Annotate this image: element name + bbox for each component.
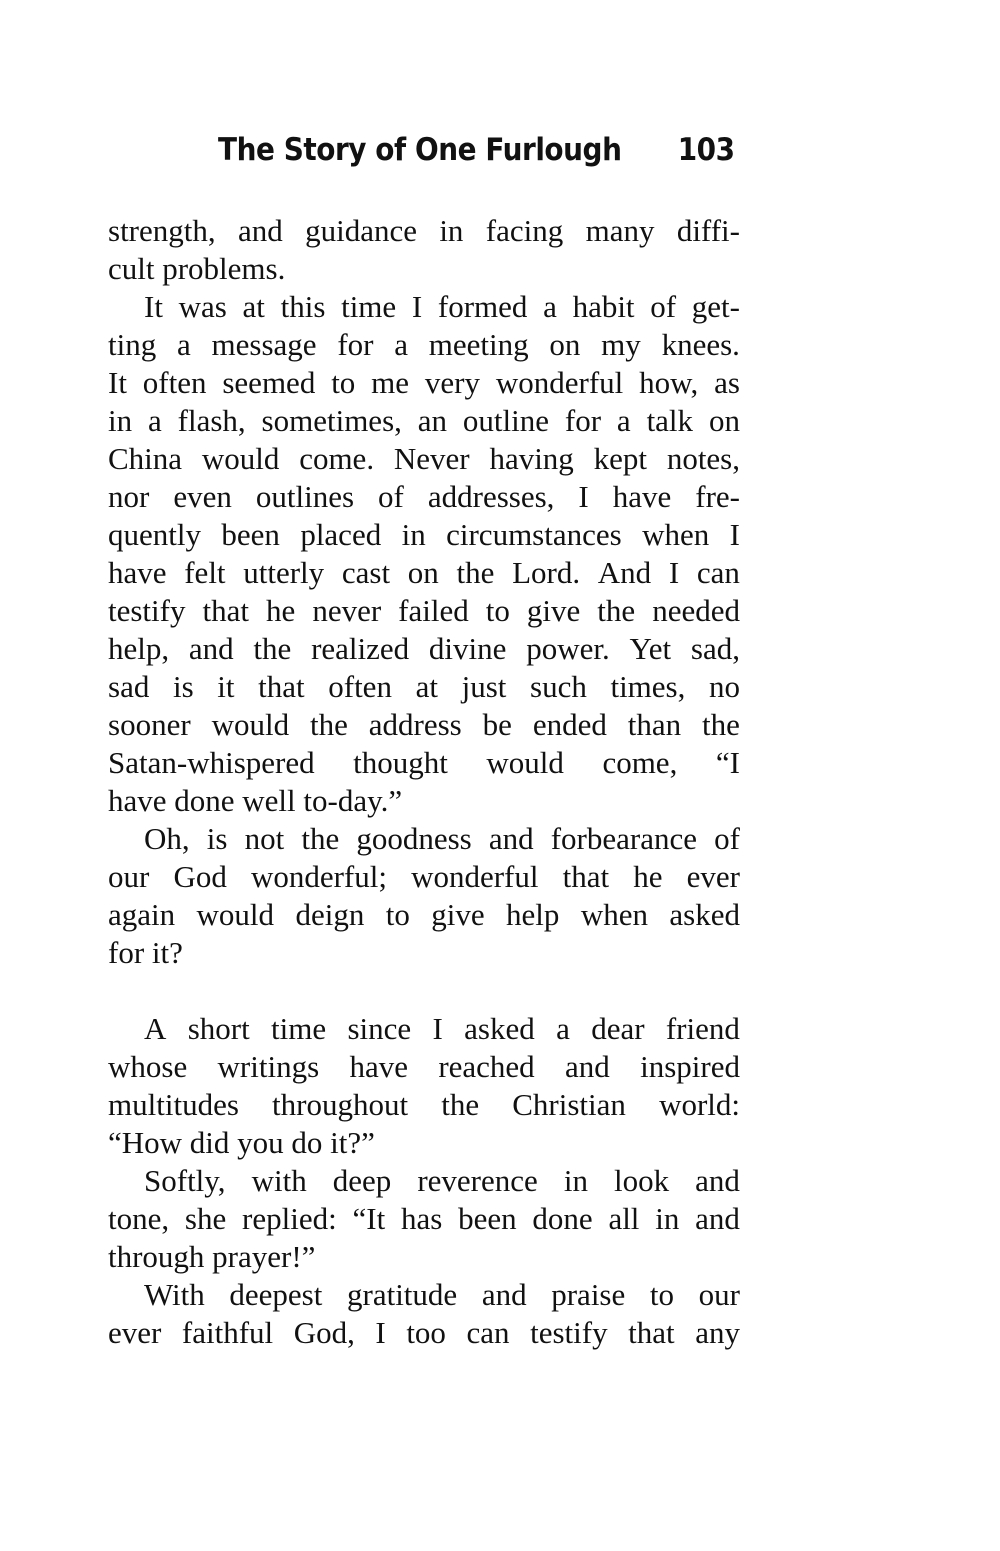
word: notes,: [666, 441, 740, 476]
text-line: have done well to-day.”: [108, 783, 403, 818]
word: been: [221, 517, 280, 552]
word: facing: [485, 213, 564, 248]
word: it: [217, 669, 235, 704]
word: very: [424, 365, 480, 400]
word: Satan-whispered: [108, 745, 315, 780]
word: since: [347, 1011, 412, 1046]
word: help: [506, 897, 560, 932]
word: that: [202, 593, 250, 628]
word: even: [173, 479, 232, 514]
word: be: [482, 707, 512, 742]
word: at: [242, 289, 265, 324]
word: multitudes: [108, 1087, 239, 1122]
word: Never: [393, 441, 470, 476]
word: sad,: [690, 631, 740, 666]
word: is: [172, 669, 194, 704]
word: give: [431, 897, 485, 932]
word: praise: [551, 1277, 626, 1312]
word: this: [280, 289, 326, 324]
word: the: [456, 555, 495, 590]
text-line: [108, 326, 740, 364]
word: replied:: [242, 1201, 337, 1236]
word: the: [702, 707, 740, 742]
word: our: [108, 859, 150, 894]
word: the: [301, 821, 340, 856]
word: ever: [686, 859, 740, 894]
word: a: [616, 403, 631, 438]
word: whose: [108, 1049, 188, 1084]
word: strength,: [108, 213, 216, 248]
word: quently: [108, 517, 201, 552]
word: sometimes,: [261, 403, 402, 438]
text-line: [108, 1314, 740, 1352]
word: as: [714, 365, 740, 400]
word: times,: [610, 669, 686, 704]
word: of: [378, 479, 404, 514]
word: a: [177, 327, 191, 362]
running-title: The Story of One Furlough: [218, 132, 622, 168]
word: my: [601, 327, 641, 362]
word: and: [481, 1277, 527, 1312]
word: felt: [184, 555, 226, 590]
word: a: [556, 1011, 570, 1046]
word: having: [489, 441, 574, 476]
word: message: [211, 327, 317, 362]
word: a: [148, 403, 162, 438]
word: would: [486, 745, 564, 780]
word: I: [729, 517, 740, 552]
word: realized: [311, 631, 410, 666]
word: asked: [464, 1011, 535, 1046]
text-line: cult problems.: [108, 251, 286, 286]
word: that: [628, 1315, 675, 1350]
word: outlines: [255, 479, 355, 514]
text-line: [108, 554, 740, 592]
word: would: [201, 441, 280, 476]
word: have: [108, 555, 167, 590]
word: many: [585, 213, 655, 248]
text-line: for it?: [108, 935, 183, 970]
word: testify: [530, 1315, 608, 1350]
word: is: [206, 821, 228, 856]
word: testify: [108, 593, 186, 628]
text-line: [144, 1010, 740, 1048]
text-line: [108, 1048, 740, 1086]
word: that: [562, 859, 610, 894]
word: come.: [299, 441, 375, 476]
word: writings: [217, 1049, 320, 1084]
word: asked: [669, 897, 740, 932]
word: again: [108, 897, 176, 932]
text-line: [144, 1276, 740, 1314]
word: come,: [602, 745, 678, 780]
word: to: [331, 365, 356, 400]
word: the: [597, 593, 636, 628]
word: fre-: [695, 479, 740, 514]
word: address: [368, 707, 462, 742]
text-line: [144, 288, 740, 326]
word: Softly,: [144, 1163, 226, 1198]
word: for: [564, 403, 602, 438]
word: of: [650, 289, 677, 324]
word: nor: [108, 479, 150, 514]
word: at: [415, 669, 438, 704]
text-line: [108, 478, 740, 516]
page-number: 103: [677, 132, 735, 168]
word: to: [385, 897, 410, 932]
word: I: [668, 555, 680, 590]
word: sooner: [108, 707, 191, 742]
word: time: [271, 1011, 327, 1046]
word: in: [563, 1163, 588, 1198]
text-line: [108, 706, 740, 744]
word: And: [597, 555, 652, 590]
word: on: [407, 555, 439, 590]
word: the: [309, 707, 348, 742]
word: and: [695, 1201, 740, 1236]
word: failed: [398, 593, 469, 628]
word: have: [612, 479, 672, 514]
text-line: [108, 402, 740, 440]
word: It: [108, 365, 127, 400]
word: thought: [353, 745, 448, 780]
word: and: [695, 1163, 740, 1198]
word: cast: [341, 555, 391, 590]
text-line: [108, 896, 740, 934]
word: for: [337, 327, 374, 362]
word: dear: [591, 1011, 645, 1046]
word: deep: [332, 1163, 392, 1198]
word: Yet: [629, 631, 672, 666]
word: look: [614, 1163, 670, 1198]
word: of: [714, 821, 740, 856]
word: wonderful: [411, 859, 539, 894]
word: he: [266, 593, 296, 628]
word: in: [401, 517, 426, 552]
word: has: [400, 1201, 443, 1236]
word: a: [543, 289, 557, 324]
text-line: [108, 364, 740, 402]
word: on: [708, 403, 740, 438]
word: and: [565, 1049, 610, 1084]
word: time: [341, 289, 397, 324]
word: reached: [438, 1049, 535, 1084]
word: the: [441, 1087, 480, 1122]
word: faithful: [181, 1315, 274, 1350]
word: our: [698, 1277, 740, 1312]
text-line: [108, 212, 740, 250]
word: the: [253, 631, 292, 666]
word: It: [144, 289, 163, 324]
word: sad: [108, 669, 150, 704]
word: With: [144, 1277, 205, 1312]
word: Lord.: [512, 555, 581, 590]
word: any: [695, 1315, 740, 1350]
word: diffi-: [676, 213, 740, 248]
word: not: [244, 821, 285, 856]
word: to: [485, 593, 510, 628]
text-line: [108, 592, 740, 630]
word: God,: [293, 1315, 355, 1350]
word: God: [173, 859, 227, 894]
word: A: [144, 1011, 167, 1046]
word: I: [432, 1011, 443, 1046]
text-line: “How did you do it?”: [108, 1125, 375, 1160]
word: can: [466, 1315, 510, 1350]
word: friend: [665, 1011, 740, 1046]
word: ended: [532, 707, 607, 742]
word: often: [142, 365, 207, 400]
word: goodness: [356, 821, 472, 856]
word: an: [417, 403, 448, 438]
word: formed: [437, 289, 528, 324]
word: to: [649, 1277, 675, 1312]
word: often: [328, 669, 392, 704]
word: would: [211, 707, 290, 742]
word: I: [578, 479, 589, 514]
word: placed: [300, 517, 382, 552]
word: in: [439, 213, 464, 248]
word: deign: [295, 897, 365, 932]
word: was: [178, 289, 227, 324]
word: with: [251, 1163, 307, 1198]
word: “I: [715, 745, 740, 780]
word: she: [184, 1201, 227, 1236]
word: he: [633, 859, 663, 894]
word: a: [394, 327, 409, 362]
word: ting: [108, 327, 157, 362]
text-line: [108, 630, 740, 668]
page-header: [218, 132, 735, 182]
word: reverence: [417, 1163, 538, 1198]
text-line: [108, 516, 740, 554]
word: gratitude: [347, 1277, 458, 1312]
word: would: [196, 897, 275, 932]
word: circumstances: [446, 517, 622, 552]
word: “It: [352, 1201, 386, 1236]
word: give: [526, 593, 581, 628]
word: than: [627, 707, 682, 742]
word: addresses,: [427, 479, 555, 514]
word: when: [580, 897, 648, 932]
word: wonderful;: [250, 859, 387, 894]
text-line: [144, 1162, 740, 1200]
word: knees.: [661, 327, 740, 362]
word: been: [458, 1201, 517, 1236]
word: world:: [659, 1087, 740, 1122]
word: in: [108, 403, 133, 438]
word: China: [108, 441, 183, 476]
word: all: [608, 1201, 640, 1236]
text-line: through prayer!”: [108, 1239, 316, 1274]
word: I: [375, 1315, 386, 1350]
text-line: [108, 668, 740, 706]
word: when: [642, 517, 710, 552]
word: needed: [652, 593, 740, 628]
word: flash,: [177, 403, 246, 438]
text-line: [108, 858, 740, 896]
word: never: [312, 593, 382, 628]
word: I: [411, 289, 423, 324]
word: kept: [593, 441, 647, 476]
word: me: [371, 365, 410, 400]
word: and: [237, 213, 283, 248]
word: get-: [691, 289, 740, 324]
word: ever: [108, 1315, 162, 1350]
word: throughout: [272, 1087, 409, 1122]
word: forbearance: [550, 821, 698, 856]
text-line: [108, 744, 740, 782]
word: Christian: [512, 1087, 626, 1122]
word: on: [549, 327, 581, 362]
word: just: [461, 669, 507, 704]
word: Oh,: [144, 821, 190, 856]
word: and: [488, 821, 534, 856]
word: divine: [428, 631, 507, 666]
word: deepest: [229, 1277, 323, 1312]
word: outline: [462, 403, 550, 438]
word: inspired: [640, 1049, 740, 1084]
word: how,: [639, 365, 699, 400]
word: seemed: [222, 365, 316, 400]
word: such: [530, 669, 587, 704]
word: have: [349, 1049, 408, 1084]
word: tone,: [108, 1201, 170, 1236]
word: too: [406, 1315, 446, 1350]
word: in: [655, 1201, 680, 1236]
word: and: [188, 631, 234, 666]
text-line: [144, 820, 740, 858]
text-line: [108, 1200, 740, 1238]
word: no: [709, 669, 740, 704]
text-line: [108, 440, 740, 478]
word: help,: [108, 631, 170, 666]
word: utterly: [243, 555, 325, 590]
text-line: [108, 1086, 740, 1124]
word: short: [187, 1011, 250, 1046]
word: wonderful: [495, 365, 624, 400]
word: that: [258, 669, 305, 704]
word: can: [696, 555, 740, 590]
word: meeting: [428, 327, 529, 362]
word: habit: [572, 289, 635, 324]
word: done: [532, 1201, 593, 1236]
word: guidance: [305, 213, 417, 248]
word: power.: [526, 631, 610, 666]
word: talk: [646, 403, 694, 438]
